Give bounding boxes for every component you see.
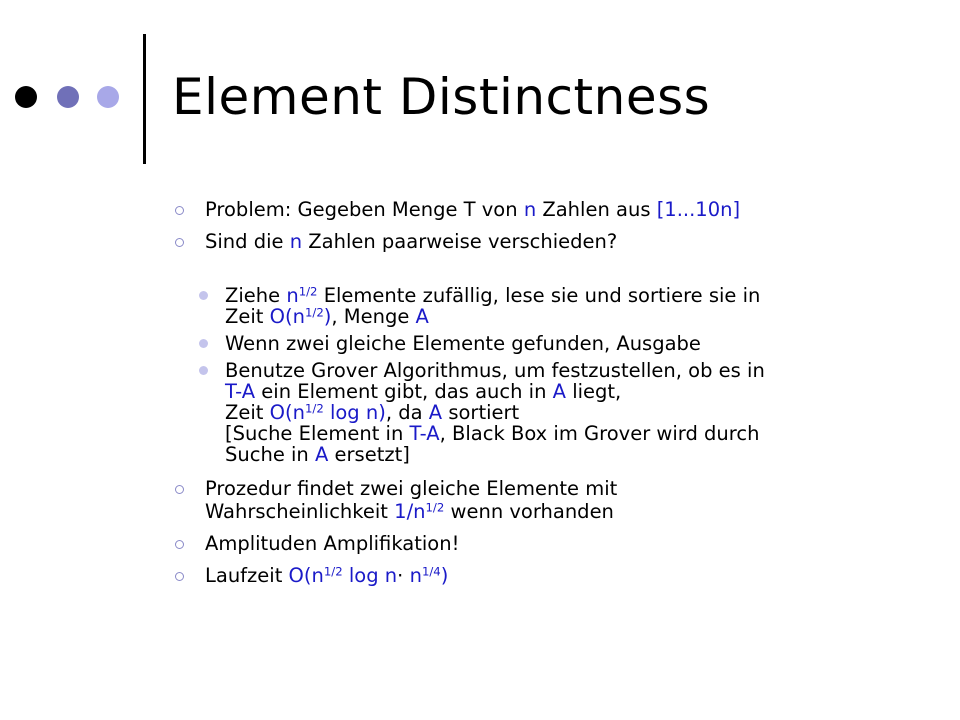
text-run: [Suche Element in bbox=[225, 422, 410, 445]
superscript-run: 1/2 bbox=[425, 500, 445, 515]
bullet-item bbox=[175, 477, 915, 523]
text-run: Laufzeit bbox=[205, 564, 289, 587]
bullet-line bbox=[205, 500, 915, 523]
text-run: ) bbox=[323, 305, 332, 328]
text-run: wenn vorhanden bbox=[444, 500, 614, 523]
hollow-bullet-icon bbox=[175, 485, 184, 494]
decoration-dot-light bbox=[97, 86, 119, 108]
text-run: n bbox=[409, 564, 422, 587]
text-run: O(n bbox=[288, 564, 324, 587]
superscript-run: 1/2 bbox=[304, 305, 324, 320]
text-run: Problem: Gegeben Menge T von bbox=[205, 198, 524, 221]
bullet-line bbox=[225, 423, 915, 444]
text-run: ) bbox=[440, 564, 449, 587]
text-run: n bbox=[289, 230, 303, 253]
bullet-line bbox=[205, 532, 915, 555]
text-run: Elemente zufällig, lese sie und sortiere sie in bbox=[317, 284, 761, 307]
slide-content bbox=[175, 198, 915, 587]
text-run: Wenn zwei gleiche Elemente gefunden, Ausgabe bbox=[225, 332, 701, 355]
bullet-line bbox=[205, 477, 915, 500]
text-run: ⋅ bbox=[397, 564, 410, 587]
text-run: Sind die bbox=[205, 230, 290, 253]
bullet-line bbox=[225, 402, 915, 423]
text-run: O(n bbox=[269, 401, 305, 424]
text-run: liegt, bbox=[566, 380, 622, 403]
text-run: A bbox=[315, 443, 329, 466]
text-run: Suche in bbox=[225, 443, 315, 466]
text-run: n bbox=[286, 284, 299, 307]
text-run: , Black Box im Grover wird durch bbox=[439, 422, 760, 445]
text-run: 1/n bbox=[394, 500, 426, 523]
text-run: Zahlen aus bbox=[536, 198, 657, 221]
text-run: sortiert bbox=[442, 401, 520, 424]
text-run: Ziehe bbox=[225, 284, 287, 307]
text-run: T-A bbox=[409, 422, 440, 445]
bullet-line bbox=[225, 360, 915, 381]
decoration-dot-mid bbox=[57, 86, 79, 108]
text-run: [1...10n] bbox=[656, 198, 741, 221]
bullet-line bbox=[225, 381, 915, 402]
title-divider-bar bbox=[143, 34, 146, 164]
slide-title: Element Distinctness bbox=[172, 68, 711, 126]
bullet-line bbox=[205, 198, 740, 221]
text-run: Amplituden Amplifikation! bbox=[205, 532, 460, 555]
text-run: A bbox=[428, 401, 443, 424]
text-run: log n) bbox=[323, 401, 386, 424]
text-run: n bbox=[523, 198, 537, 221]
bullet-item bbox=[175, 230, 915, 253]
superscript-run: 1/4 bbox=[421, 564, 441, 579]
text-run: Zeit bbox=[225, 305, 270, 328]
hollow-bullet-icon bbox=[175, 238, 184, 247]
hollow-bullet-icon bbox=[175, 572, 184, 581]
bullet-item bbox=[175, 198, 915, 221]
bullet-line bbox=[225, 285, 915, 306]
hollow-bullet-icon bbox=[175, 540, 184, 549]
bullet-item bbox=[175, 564, 915, 587]
bullet-line bbox=[225, 444, 915, 465]
sub-bullet-item bbox=[175, 360, 915, 465]
superscript-run: 1/2 bbox=[298, 284, 318, 299]
text-run: A bbox=[552, 380, 566, 403]
text-run: Wahrscheinlichkeit bbox=[205, 500, 395, 523]
superscript-run: 1/2 bbox=[323, 564, 343, 579]
text-run: Benutze Grover Algorithmus, um festzustellen, ob es in bbox=[225, 359, 765, 382]
text-run: ein Element gibt, das auch in bbox=[255, 380, 553, 403]
hollow-bullet-icon bbox=[175, 206, 184, 215]
text-run: Zeit bbox=[225, 401, 270, 424]
bullet-line bbox=[225, 306, 915, 327]
decoration-dot-dark bbox=[15, 86, 37, 108]
text-run: T-A bbox=[225, 380, 256, 403]
filled-bullet-icon bbox=[199, 366, 208, 375]
text-run: A bbox=[415, 305, 429, 328]
text-run: Prozedur findet zwei gleiche Elemente mit bbox=[205, 477, 618, 500]
text-run: O(n bbox=[269, 305, 305, 328]
text-run: Zahlen paarweise verschieden? bbox=[302, 230, 618, 253]
filled-bullet-icon bbox=[199, 291, 208, 300]
text-run: log n bbox=[342, 564, 398, 587]
sub-bullet-item bbox=[175, 333, 915, 354]
text-run: ersetzt] bbox=[328, 443, 410, 466]
text-run: , da bbox=[385, 401, 429, 424]
bullet-line bbox=[205, 230, 617, 253]
sub-bullet-item bbox=[175, 285, 915, 327]
bullet-line bbox=[225, 333, 915, 354]
text-run: , Menge bbox=[331, 305, 416, 328]
filled-bullet-icon bbox=[199, 339, 208, 348]
bullet-item bbox=[175, 532, 915, 555]
bullet-line bbox=[205, 564, 915, 587]
superscript-run: 1/2 bbox=[304, 401, 324, 416]
